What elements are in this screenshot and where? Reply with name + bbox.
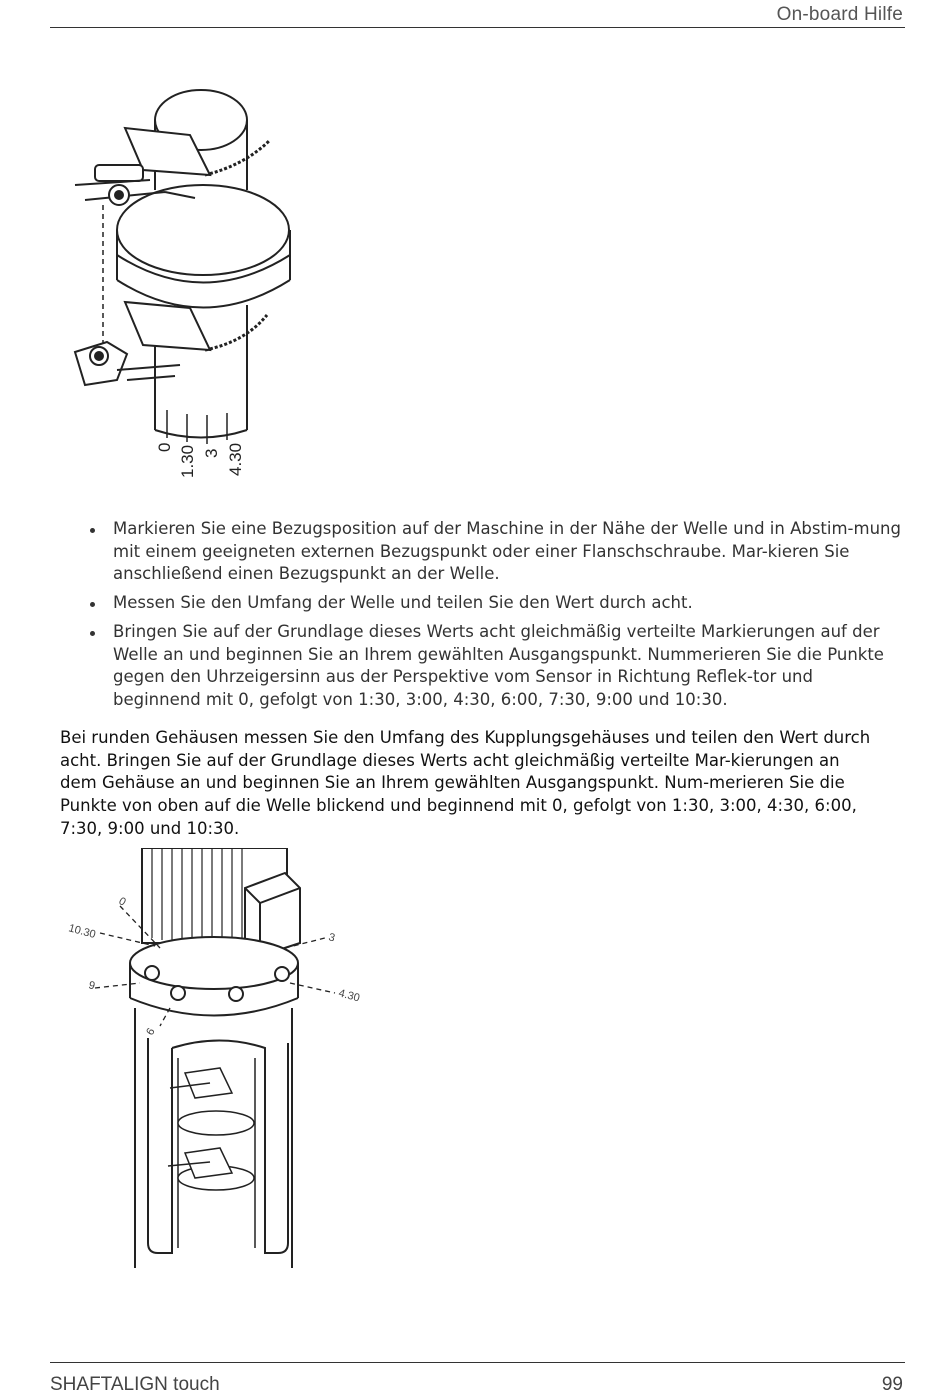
page-footer <box>50 1362 905 1395</box>
mark-6: 6 <box>144 1026 158 1038</box>
coupling-housing-illustration <box>60 848 390 1280</box>
body-paragraph: Bei runden Gehäusen messen Sie den Umfang des Kupplungsgehäuses und teilen den Wert durch acht. Bringen Sie auf der Grundlage dieses Werts acht gleichmäßig verteilte Mar-kierungen an dem Gehäuse an und beginnen Sie an Ihrem gewählten Ausgangspunkt. Num-merieren Sie die Punkte von oben auf die Welle blickend und beginnend mit 0, gefolgt von 1:30, 3:00, 4:30, 6:00, 7:30, 9:00 und 10:30. <box>60 728 871 838</box>
mark-10-30: 10.30 <box>67 922 97 942</box>
label-4-30: 4.30 <box>226 442 245 476</box>
product-name: SHAFTALIGN touch <box>50 1374 220 1395</box>
mark-0: 0 <box>116 895 128 909</box>
list-item: Bringen Sie auf der Grundlage dieses Werts acht gleichmäßig verteilte Markierungen auf der Welle an und beginnen Sie an Ihrem gewählten Ausgangspunkt. Nummerieren Sie die Punkte gegen den Uhrzeigersinn aus der Perspektive vom Sensor in Richtung Reflek-tor und beginnend mit 0, gefolgt von 1:30, 3:00, 4:30, 6:00, 7:30, 9:00 und 10:30. <box>88 621 903 711</box>
mark-9: 9 <box>87 979 97 993</box>
list-item: Messen Sie den Umfang der Welle und teilen Sie den Wert durch acht. <box>88 592 903 615</box>
list-item: Markieren Sie eine Bezugsposition auf der Maschine in der Nähe der Welle und in Abstim-mung mit einem geeigneten externen Bezugspunkt oder einer Flanschschraube. Mar-kieren Sie anschließend einen Bezugspunkt an der Welle. <box>88 518 903 586</box>
page-number: 99 <box>881 1374 903 1395</box>
shaft-bracket-illustration <box>55 80 315 490</box>
instruction-list <box>88 518 903 718</box>
label-0: 0 <box>155 442 174 452</box>
header-title: On-board Hilfe <box>776 4 903 25</box>
label-1-30: 1.30 <box>178 444 197 478</box>
label-3: 3 <box>202 448 221 458</box>
page-header <box>50 0 905 28</box>
mark-4-30: 4.30 <box>337 987 362 1005</box>
mark-3: 3 <box>327 931 337 945</box>
